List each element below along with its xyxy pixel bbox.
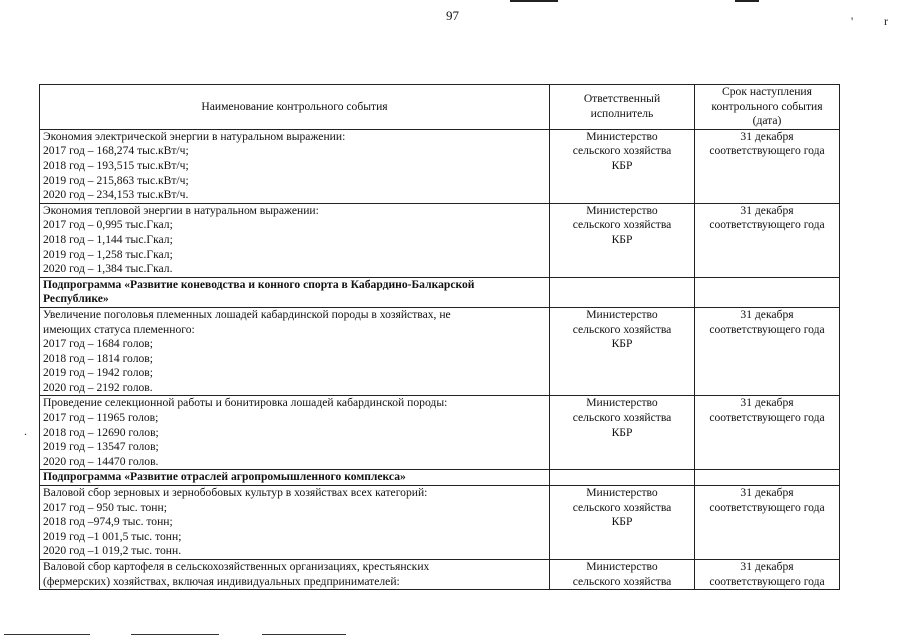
subprogram-title-cell [40,470,550,486]
header-executor-line: исполнитель [590,106,654,120]
scan-dot: . [24,424,27,438]
event-cell-line: 2019 год – 215,863 тыс.кВт/ч; [43,173,189,187]
deadline-cell-line: 31 декабря [740,129,794,143]
event-cell-line: 2019 год – 1,258 тыс.Гкал; [43,247,173,261]
event-cell-line: 2017 год – 950 тыс. тонн; [43,500,167,514]
executor-cell-line: сельского хозяйства [572,218,672,232]
table-body [40,129,840,589]
deadline-cell-line: соответствующего года [709,411,825,425]
event-cell-line: (фермерских) хозяйствах, включая индивидуальных предпринимателей: [43,574,400,588]
event-cell [40,129,550,203]
executor-cell-line: сельского хозяйства [572,411,672,425]
executor-cell [550,560,695,590]
event-cell-line: 2020 год – 14470 голов. [43,454,159,468]
event-cell-line: 2017 год – 168,274 тыс.кВт/ч; [43,144,189,158]
empty-cell [550,277,695,307]
scan-mark [4,634,90,635]
event-cell-line: 2018 год – 1814 голов; [43,351,153,365]
executor-cell [550,129,695,203]
deadline-cell [695,396,840,470]
deadline-cell-line: 31 декабря [740,486,794,500]
executor-cell-line: сельского хозяйства [572,144,672,158]
executor-cell-line: сельского хозяйства [572,500,672,514]
table-row [40,560,840,590]
header-deadline-line: (дата) [752,114,782,128]
header-deadline-line: Срок наступления [722,85,812,98]
executor-cell-line: КБР [611,337,633,351]
deadline-cell [695,560,840,590]
subprogram-row [40,470,840,486]
deadline-cell-line: соответствующего года [709,500,825,514]
subprogram-title-cell-line: Республике» [43,292,109,306]
event-cell [40,560,550,590]
event-cell [40,203,550,277]
table-row [40,396,840,470]
event-cell-line: Экономия тепловой энергии в натуральном выражении: [43,203,319,217]
deadline-cell-line: 31 декабря [740,307,794,321]
event-cell-line: 2018 год – 12690 голов; [43,425,159,439]
header-event-name [40,85,550,130]
event-cell-line: 2020 год –1 019,2 тыс. тонн. [43,544,182,558]
event-cell [40,486,550,560]
event-cell [40,307,550,396]
executor-cell [550,203,695,277]
event-cell-line: 2017 год – 11965 голов; [43,411,159,425]
executor-cell-line: сельского хозяйства [572,574,672,588]
control-events-table [39,84,840,590]
header-executor [550,85,695,130]
table-row [40,486,840,560]
deadline-cell-line: 31 декабря [740,560,794,573]
deadline-cell [695,486,840,560]
table-header-row [40,85,840,130]
scan-mark [735,0,759,2]
executor-cell-line: Министерство [586,129,658,143]
page-number: 97 [446,8,459,23]
deadline-cell [695,307,840,396]
deadline-cell-line: соответствующего года [709,218,825,232]
event-cell-line: 2018 год – 1,144 тыс.Гкал; [43,232,173,246]
event-cell-line: 2019 год – 13547 голов; [43,440,159,454]
scan-mark [510,0,558,2]
event-cell-line: Валовой сбор картофеля в сельскохозяйственных организациях, крестьянских [43,560,430,573]
subprogram-title-cell [40,277,550,307]
event-cell-line: имеющих статуса племенного: [43,322,195,336]
deadline-cell-line: соответствующего года [709,574,825,588]
header-event-label: Наименование контрольного события [201,99,388,113]
event-cell-line: 2018 год –974,9 тыс. тонн; [43,515,173,529]
deadline-cell [695,203,840,277]
deadline-cell [695,129,840,203]
executor-cell-line: Министерство [586,560,658,573]
executor-cell-line: Министерство [586,396,658,410]
event-cell-line: 2018 год – 193,515 тыс.кВт/ч; [43,158,189,172]
subprogram-title-cell-line: Подпрограмма «Развитие коневодства и конного спорта в Кабардино-Балкарской [43,277,475,291]
executor-cell-line: КБР [611,425,633,439]
deadline-cell-line: 31 декабря [740,396,794,410]
executor-cell-line: Министерство [586,203,658,217]
executor-cell-line: Министерство [586,307,658,321]
event-cell-line: 2020 год – 2192 голов. [43,380,153,394]
executor-cell [550,307,695,396]
executor-cell [550,396,695,470]
event-cell-line: 2017 год – 0,995 тыс.Гкал; [43,218,173,232]
event-cell-line: 2019 год – 1942 голов; [43,366,153,380]
header-deadline [695,85,840,130]
scan-dot: r [884,14,888,28]
deadline-cell-line: 31 декабря [740,203,794,217]
executor-cell-line: Министерство [586,486,658,500]
event-cell [40,396,550,470]
executor-cell-line: КБР [611,158,633,172]
empty-cell [695,277,840,307]
table-row [40,307,840,396]
scan-mark [262,634,346,635]
empty-cell [550,470,695,486]
event-cell-line: 2020 год – 234,153 тыс.кВт/ч. [43,188,189,202]
header-deadline-line: контрольного события [711,99,823,113]
executor-cell-line: КБР [611,515,633,529]
event-cell-line: Увеличение поголовья племенных лошадей кабардинской породы в хозяйствах, не [43,307,451,321]
executor-cell-line: КБР [611,232,633,246]
table-row [40,129,840,203]
subprogram-row [40,277,840,307]
event-cell-line: Валовой сбор зерновых и зернобобовых культур в хозяйствах всех категорий: [43,486,428,500]
event-cell-line: Проведение селекционной работы и бонитировка лошадей кабардинской породы: [43,396,448,410]
table-row [40,203,840,277]
header-executor-line: Ответственный [583,92,661,106]
event-cell-line: Экономия электрической энергии в натуральном выражении: [43,129,346,143]
executor-cell-line: сельского хозяйства [572,322,672,336]
scan-mark [131,634,219,635]
deadline-cell-line: соответствующего года [709,322,825,336]
event-cell-line: 2020 год – 1,384 тыс.Гкал. [43,262,173,276]
empty-cell [695,470,840,486]
executor-cell [550,486,695,560]
subprogram-title-cell-line: Подпрограмма «Развитие отраслей агропромышленного комплекса» [43,470,406,484]
event-cell-line: 2019 год –1 001,5 тыс. тонн; [43,529,182,543]
event-cell-line: 2017 год – 1684 голов; [43,337,153,351]
deadline-cell-line: соответствующего года [709,144,825,158]
scan-dot: ' [851,14,854,28]
